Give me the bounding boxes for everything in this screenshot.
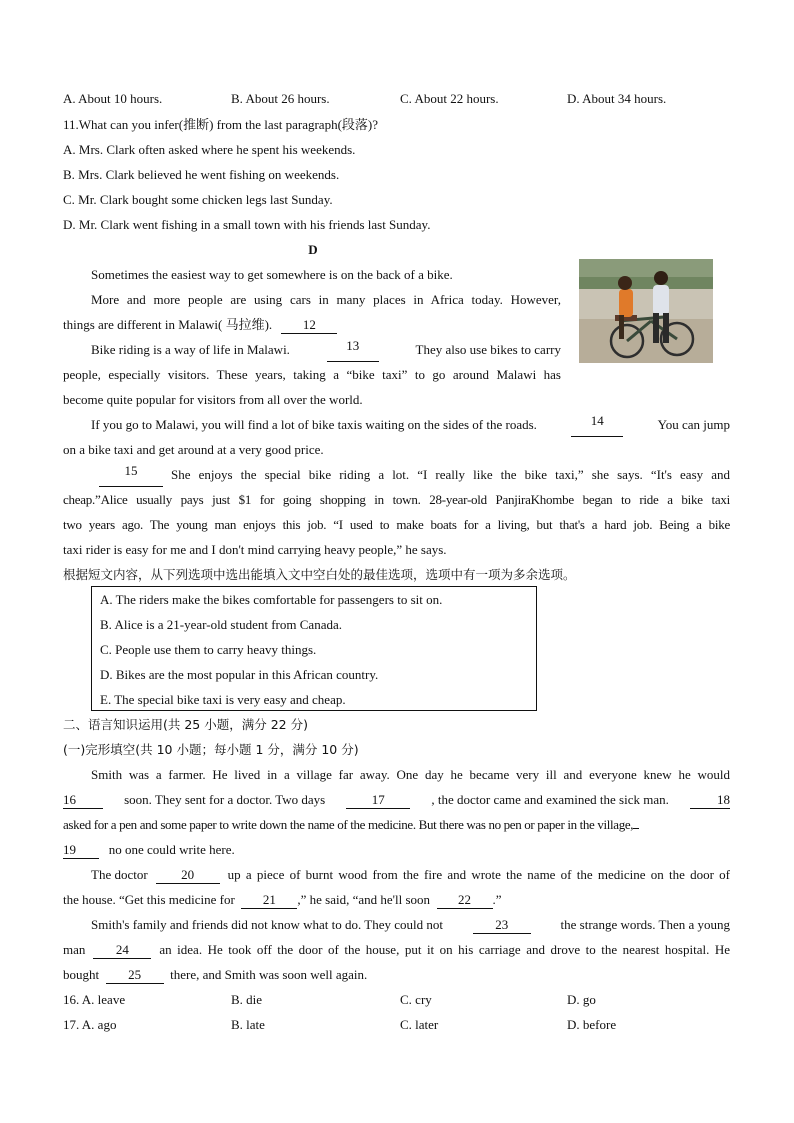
d-paragraph-2-text: things are different in Malawi( 马拉维). [63, 317, 273, 332]
section-d-heading: D [308, 242, 318, 257]
blank-13[interactable]: 13 [327, 337, 379, 362]
cloze-line-9 [63, 962, 730, 987]
q10-option-d: D. About 34 hours. [567, 91, 667, 106]
cloze-line-8 [63, 937, 730, 962]
cloze-line-3-text: asked for a pen and some paper to write down the name of the medicine. But there was no pen or paper in the village, [63, 817, 634, 832]
blank-15[interactable]: 15 [99, 462, 163, 487]
cloze-line-6-text-a: the house. “Get this medicine for [63, 892, 235, 907]
q16-option-c: C. cry [400, 992, 432, 1007]
d-paragraph-5-line-1 [63, 462, 730, 487]
cloze-line-9-text-a: bought [63, 967, 100, 982]
d-paragraph-1: Sometimes the easiest way to get somewhere is on the back of a bike. [91, 267, 453, 282]
d-paragraph-3-line-2: people, especially visitors. These years, taking a “bike taxi” to go around Malawi has [63, 367, 561, 382]
blank-21[interactable]: 21 [241, 891, 297, 909]
box-option-c: C. People use them to carry heavy things. [100, 642, 317, 657]
cloze-line-1: Smith was a farmer. He lived in a village far away. One day he became very ill and everyone knew he would [91, 767, 730, 782]
q11-option-b: B. Mrs. Clark believed he went fishing on weekends. [63, 167, 340, 182]
bike-taxi-photo [579, 259, 713, 363]
d-paragraph-2-line-2 [63, 312, 561, 337]
q11-option-c: C. Mr. Clark bought some chicken legs last Sunday. [63, 192, 333, 207]
q16-option-b: B. die [231, 992, 263, 1007]
bike-taxi-image [579, 259, 713, 363]
d-paragraph-5-line-3: two years ago. The young man enjoys this job. “I used to make boats for a living, but that's a hard job. Being a bike [63, 517, 730, 532]
cloze-line-8-text-b: an idea. He took off the door of the house, put it on his carriage and drove to the nearest hospital. He [159, 942, 730, 957]
d-instruction: 根据短文内容，从下列选项中选出能填入文中空白处的最佳选项，选项中有一项为多余选项。 [63, 567, 576, 582]
q11-option-a: A. Mrs. Clark often asked where he spent his weekends. [63, 142, 356, 157]
d-paragraph-5-line-4: taxi rider is easy for me and I don't mind carrying heavy people,” he says. [63, 542, 447, 557]
d-paragraph-3-text-b: They also use bikes to carry [415, 342, 561, 357]
cloze-line-2-text-a: soon. They sent for a doctor. Two days [124, 792, 326, 807]
cloze-line-4-text: no one could write here. [108, 842, 235, 857]
d-paragraph-4-line-1 [63, 412, 730, 437]
q10-option-c: C. About 22 hours. [400, 91, 499, 106]
cloze-line-7-text-b: the strange words. Then a young [560, 917, 730, 932]
blank-14[interactable]: 14 [571, 412, 623, 437]
d-paragraph-4-text-b: You can jump [657, 417, 730, 432]
box-option-b: B. Alice is a 21-year-old student from Canada. [100, 617, 342, 632]
q17-option-c: C. later [400, 1017, 439, 1032]
d-paragraph-3-line-3: become quite popular for visitors from all over the world. [63, 392, 363, 407]
cloze-line-7 [63, 912, 730, 937]
box-option-e: E. The special bike taxi is very easy and cheap. [100, 692, 346, 707]
options-box [91, 586, 537, 711]
blank-18[interactable]: 18 [690, 791, 730, 809]
blank-17[interactable]: 17 [346, 791, 410, 809]
cloze-line-8-text-a: man [63, 942, 86, 957]
cloze-line-6 [63, 887, 730, 912]
cloze-line-3 [63, 812, 730, 837]
q11-option-d: D. Mr. Clark went fishing in a small town with his friends last Sunday. [63, 217, 431, 232]
cloze-line-7-text-a: Smith's family and friends did not know what to do. They could not [91, 917, 443, 932]
q10-option-b: B. About 26 hours. [231, 91, 330, 106]
blank-19[interactable]: 19 [63, 841, 99, 859]
cloze-line-6-text-c: .” [492, 892, 502, 907]
q17-option-a: 17. A. ago [63, 1017, 117, 1032]
blank-19-start [633, 828, 639, 829]
cloze-line-6-text-b: ,” he said, “and he'll soon [297, 892, 431, 907]
d-paragraph-5-text-1: She enjoys the special bike riding a lot. “I really like the bike taxi,” she says. “It's easy and [171, 467, 730, 482]
part-2-title: 二、语言知识运用(共 25 小题，满分 22 分) [63, 717, 308, 732]
blank-20[interactable]: 20 [156, 866, 220, 884]
d-paragraph-4-text-a: If you go to Malawi, you will find a lot of bike taxis waiting on the sides of the roads. [91, 417, 537, 432]
cloze-subtitle: (一)完形填空(共 10 小题；每小题 1 分，满分 10 分) [63, 742, 359, 757]
blank-25[interactable]: 25 [106, 966, 164, 984]
q17-option-d: D. before [567, 1017, 617, 1032]
q16-option-a: 16. A. leave [63, 992, 126, 1007]
q10-option-a: A. About 10 hours. [63, 91, 163, 106]
cloze-line-9-text-b: there, and Smith was soon well again. [170, 967, 368, 982]
box-option-a: A. The riders make the bikes comfortable for passengers to sit on. [100, 592, 443, 607]
cloze-line-2 [63, 787, 730, 812]
cloze-line-5-text-a: The doctor [91, 867, 148, 882]
blank-16[interactable]: 16 [63, 791, 103, 809]
blank-12[interactable]: 12 [281, 316, 337, 334]
cloze-line-2-text-b: , the doctor came and examined the sick man. [431, 792, 669, 807]
cloze-line-4 [63, 837, 730, 862]
d-paragraph-2-line-1: More and more people are using cars in many places in Africa today. However, [91, 292, 561, 307]
d-paragraph-3-line-1 [63, 337, 561, 362]
blank-24[interactable]: 24 [93, 941, 151, 959]
box-option-d: D. Bikes are the most popular in this African country. [100, 667, 379, 682]
cloze-line-5 [63, 862, 730, 887]
d-paragraph-4-line-2: on a bike taxi and get around at a very good price. [63, 442, 324, 457]
blank-22[interactable]: 22 [437, 891, 493, 909]
q16-option-d: D. go [567, 992, 596, 1007]
d-paragraph-3-text-a: Bike riding is a way of life in Malawi. [91, 342, 290, 357]
cloze-line-5-text-b: up a piece of burnt wood from the fire and wrote the name of the medicine on the door of [227, 867, 730, 882]
blank-23[interactable]: 23 [473, 916, 531, 934]
q11-stem: 11.What can you infer(推断) from the last paragraph(段落)? [63, 117, 379, 132]
d-paragraph-5-line-2: cheap.”Alice usually pays just $1 for going shopping in town. 28-year-old PanjiraKhombe began to ride a bike taxi [63, 492, 730, 507]
q17-option-b: B. late [231, 1017, 265, 1032]
